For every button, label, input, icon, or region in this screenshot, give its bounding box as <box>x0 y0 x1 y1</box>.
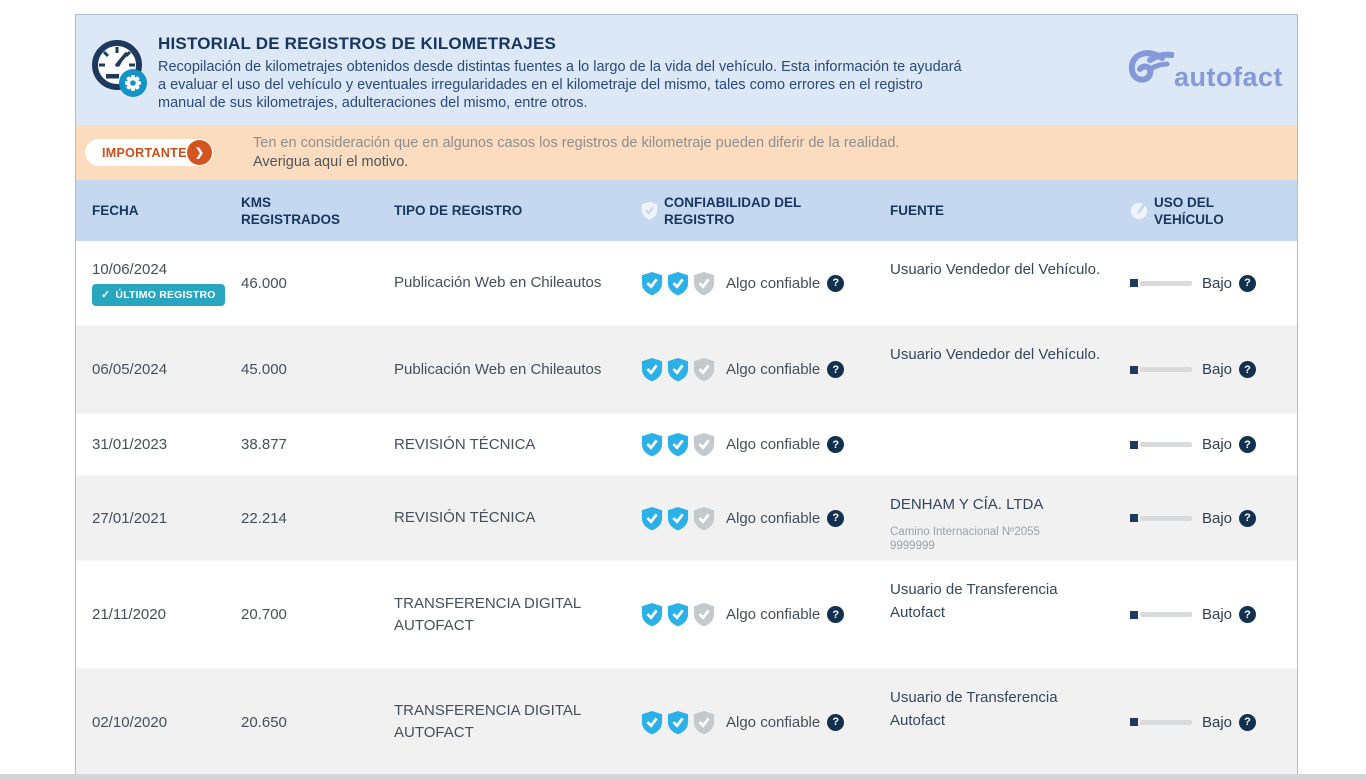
shield-on-icon <box>667 602 689 627</box>
row-fuente: Usuario Vendedor del Vehículo. <box>890 346 1101 363</box>
reliability-label: Algo confiable <box>726 436 821 453</box>
usage-label: Bajo <box>1202 436 1233 453</box>
row-tipo: Publicación Web en Chileautos <box>394 360 602 378</box>
row-kms: 22.214 <box>241 509 287 527</box>
notice-text-line1: Ten en consideración que en algunos casos los registros de kilometraje pueden diferir de la realidad. <box>253 134 900 151</box>
shield-off-icon <box>693 271 715 296</box>
row-kms: 20.650 <box>241 713 287 731</box>
important-badge[interactable] <box>85 139 213 166</box>
usage-label: Bajo <box>1202 274 1233 292</box>
report-container <box>75 14 1298 775</box>
reliability-shields <box>641 506 719 531</box>
row-tipo: Publicación Web en Chileautos <box>394 274 602 291</box>
help-icon[interactable]: ? <box>827 510 844 527</box>
usage-bar-fill <box>1130 514 1138 522</box>
help-icon[interactable]: ? <box>1239 510 1256 527</box>
page-description: Recopilación de kilometrajes obtenidos desde distintas fuentes a lo largo de la vida del vehículo. Esta información te ayudará a evaluar el uso del vehículo y eventuales irregularidades en el kilometraje del mismo, tales como errores en el registro manual de sus kilometrajes, adulteraciones del mismo, entre otros. <box>158 59 962 111</box>
row-date: 27/01/2021 <box>92 509 168 527</box>
column-header-kms: KMS REGISTRADOS <box>241 194 341 227</box>
usage-bar-track <box>1140 612 1192 617</box>
reliability-label: Algo confiable <box>726 606 821 623</box>
row-fuente <box>890 414 1130 475</box>
reliability-shields <box>641 357 719 382</box>
important-badge-label: IMPORTANTE <box>102 145 187 160</box>
row-date: 06/05/2024 <box>92 361 168 378</box>
usage-bar-track <box>1140 442 1192 447</box>
shield-on-icon <box>641 432 663 457</box>
row-date: 02/10/2020 <box>92 713 168 731</box>
usage-label: Bajo <box>1202 606 1233 623</box>
autofact-logo-icon <box>1122 44 1174 96</box>
row-kms: 45.000 <box>241 361 287 378</box>
help-icon[interactable]: ? <box>827 606 844 623</box>
usage-bar-fill <box>1130 279 1138 287</box>
shield-off-icon <box>693 432 715 457</box>
usage-bar-fill <box>1130 611 1138 619</box>
usage-bar-track <box>1140 367 1192 372</box>
important-notice-banner <box>76 125 1297 180</box>
shield-on-icon <box>641 710 663 735</box>
help-icon[interactable]: ? <box>827 714 844 731</box>
reliability-label: Algo confiable <box>726 509 821 527</box>
table-row <box>76 241 1297 326</box>
row-tipo: TRANSFERENCIA DIGITAL AUTOFACT <box>394 702 581 741</box>
table-header-row <box>76 180 1297 241</box>
report-header <box>76 15 1297 125</box>
usage-label: Bajo <box>1202 713 1233 731</box>
row-fuente: Usuario Vendedor del Vehículo. <box>890 261 1101 278</box>
row-uso <box>1130 414 1281 475</box>
help-icon[interactable]: ? <box>827 361 844 378</box>
usage-bar-track <box>1140 281 1192 286</box>
help-icon[interactable]: ? <box>1239 714 1256 731</box>
shield-on-icon <box>667 432 689 457</box>
table-row <box>76 669 1297 776</box>
row-kms: 46.000 <box>241 274 287 292</box>
shield-on-icon <box>641 602 663 627</box>
row-date: 21/11/2020 <box>92 606 166 623</box>
row-tipo: TRANSFERENCIA DIGITAL AUTOFACT <box>394 594 581 634</box>
gauge-icon <box>1130 202 1148 220</box>
row-date: 10/06/2024 <box>92 260 168 278</box>
reliability-shields <box>641 710 719 735</box>
row-uso <box>1130 561 1281 668</box>
column-header-fuente: FUENTE <box>890 203 944 218</box>
check-icon: ✓ <box>101 289 111 301</box>
help-icon[interactable]: ? <box>1239 436 1256 453</box>
shield-on-icon <box>667 506 689 531</box>
help-icon[interactable]: ? <box>827 275 844 292</box>
page-title: HISTORIAL DE REGISTROS DE KILOMETRAJES <box>158 34 557 53</box>
reliability-shields <box>641 432 719 457</box>
row-fuente: Usuario de Transferencia Autofact <box>890 581 1058 621</box>
arrow-right-icon: ❯ <box>187 140 212 165</box>
reliability-label: Algo confiable <box>726 274 821 292</box>
row-uso <box>1130 669 1281 775</box>
reliability-label: Algo confiable <box>726 713 821 731</box>
page-bottom-bar <box>0 774 1366 780</box>
autofact-logo <box>1122 44 1283 125</box>
shield-on-icon <box>667 357 689 382</box>
shield-off-icon <box>693 602 715 627</box>
usage-bar-fill <box>1130 441 1138 449</box>
shield-on-icon <box>641 506 663 531</box>
column-header-fecha: FECHA <box>92 203 139 218</box>
table-row <box>76 561 1297 669</box>
shield-check-icon <box>641 201 658 220</box>
shield-on-icon <box>641 271 663 296</box>
reliability-label: Algo confiable <box>726 361 821 378</box>
column-header-confiabilidad: CONFIABILIDAD DEL REGISTRO <box>641 194 890 228</box>
ultimo-registro-badge: ✓ ÚLTIMO REGISTRO <box>92 284 225 306</box>
table-row <box>76 476 1297 561</box>
table-row <box>76 326 1297 414</box>
reliability-shields <box>641 602 719 627</box>
shield-off-icon <box>693 710 715 735</box>
usage-label: Bajo <box>1202 509 1233 527</box>
row-kms: 20.700 <box>241 606 287 623</box>
column-header-tipo: TIPO DE REGISTRO <box>394 203 523 218</box>
shield-off-icon <box>693 506 715 531</box>
help-icon[interactable]: ? <box>1239 275 1256 292</box>
shield-on-icon <box>667 710 689 735</box>
help-icon[interactable]: ? <box>827 436 844 453</box>
notice-motive-link[interactable]: Averigua aquí el motivo. <box>253 153 409 170</box>
row-uso <box>1130 476 1281 560</box>
shield-on-icon <box>667 271 689 296</box>
usage-bar-fill <box>1130 366 1138 374</box>
usage-label: Bajo <box>1202 361 1233 378</box>
row-uso <box>1130 241 1281 325</box>
usage-bar-track <box>1140 516 1192 521</box>
usage-bar-fill <box>1130 718 1138 726</box>
shield-off-icon <box>693 357 715 382</box>
row-tipo: REVISIÓN TÉCNICA <box>394 435 536 453</box>
table-row <box>76 414 1297 476</box>
shield-on-icon <box>641 357 663 382</box>
column-header-uso: USO DEL VEHÍCULO <box>1130 194 1281 228</box>
row-uso <box>1130 326 1281 413</box>
speedometer-gear-icon <box>86 36 152 102</box>
help-icon[interactable]: ? <box>1239 606 1256 623</box>
row-fuente-address: Camino Internacional Nº2055 9999999 <box>890 526 1040 552</box>
autofact-logo-text: autofact <box>1173 62 1283 92</box>
help-icon[interactable]: ? <box>1239 361 1256 378</box>
row-kms: 38.877 <box>241 436 287 453</box>
reliability-shields <box>641 271 719 296</box>
row-date: 31/01/2023 <box>92 436 168 453</box>
row-fuente: Usuario de Transferencia Autofact <box>890 689 1058 729</box>
row-tipo: REVISIÓN TÉCNICA <box>394 509 536 526</box>
row-fuente: DENHAM Y CÍA. LTDA Camino Internacional Nº2055 9999999 <box>890 476 1130 560</box>
usage-bar-track <box>1140 720 1192 725</box>
